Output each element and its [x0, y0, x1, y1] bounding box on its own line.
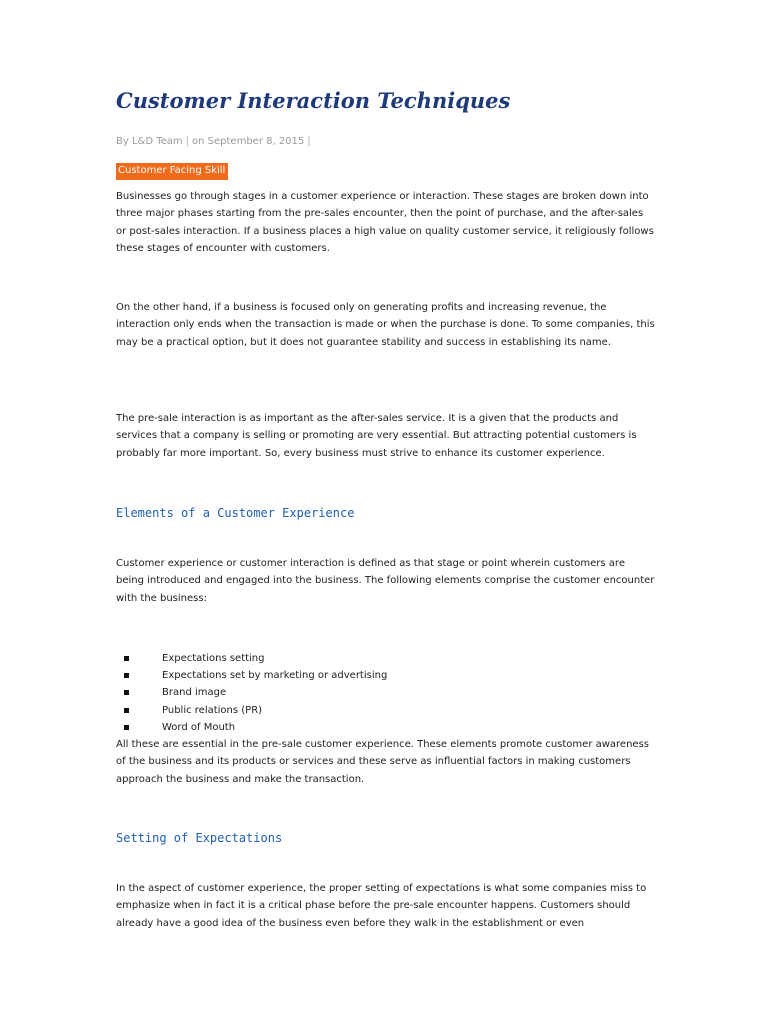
byline-author[interactable]: By L&D Team: [116, 136, 183, 147]
article-title: Customer Interaction Techniques: [116, 88, 511, 113]
paragraph: On the other hand, if a business is focused only on generating profits and increasing revenue, the interaction only ends when the transaction is made or when the purchase is done. To some companies, this may be a practical option, but it does not guarantee stability and success in establishing its name.: [116, 302, 655, 348]
list-item-label: Public relations (PR): [162, 704, 263, 716]
paragraph: Businesses go through stages in a customer experience or interaction. These stages are broken down into three major phases starting from the pre-sales encounter, then the point of purchase, and the after-sales or post-sales interaction. If a business places a high value on quality customer service, it religiously follows these stages of encounter with customers.: [116, 191, 654, 254]
byline-divider: |: [307, 136, 311, 147]
square-bullet-icon: [124, 690, 129, 695]
section-heading: Setting of Expectations: [116, 831, 283, 845]
byline: [116, 136, 314, 147]
category-tag[interactable]: Customer Facing Skill: [116, 163, 228, 180]
square-bullet-icon: [124, 673, 129, 678]
bullet-list: [116, 650, 656, 736]
square-bullet-icon: [124, 708, 129, 713]
paragraph: The pre-sale interaction is as important as the after-sales service. It is a given that the products and services that a company is selling or promoting are very essential. But attracting potential customers is probably far more important. So, every business must strive to enhance its customer experience.: [116, 413, 637, 459]
list-item: [116, 702, 656, 719]
paragraph: All these are essential in the pre-sale customer experience. These elements promote customer awareness of the business and its products or services and these serve as influential factors in making customers approach the business and make the transaction.: [116, 739, 649, 785]
list-item: [116, 684, 656, 701]
list-item-label: Expectations set by marketing or advertising: [162, 670, 388, 682]
list-item-label: Word of Mouth: [162, 721, 236, 733]
paragraph: Customer experience or customer interaction is defined as that stage or point wherein customers are being introduced and engaged into the business. The following elements comprise the customer encounter with the business:: [116, 558, 655, 604]
section-heading: Elements of a Customer Experience: [116, 506, 355, 520]
byline-divider: |: [185, 136, 190, 147]
list-item: [116, 719, 656, 736]
byline-date: on September 8, 2015: [192, 136, 305, 147]
list-item-label: Expectations setting: [162, 653, 265, 664]
list-item-label: Brand image: [162, 687, 227, 699]
list-item: [116, 667, 656, 684]
square-bullet-icon: [124, 725, 129, 730]
square-bullet-icon: [124, 656, 129, 661]
list-item: [116, 650, 656, 667]
paragraph: In the aspect of customer experience, the proper setting of expectations is what some companies miss to emphasize when in fact it is a critical phase before the pre-sale encounter happens. Customers should already have a good idea of the business even before they walk in the establishment or even: [116, 883, 647, 929]
